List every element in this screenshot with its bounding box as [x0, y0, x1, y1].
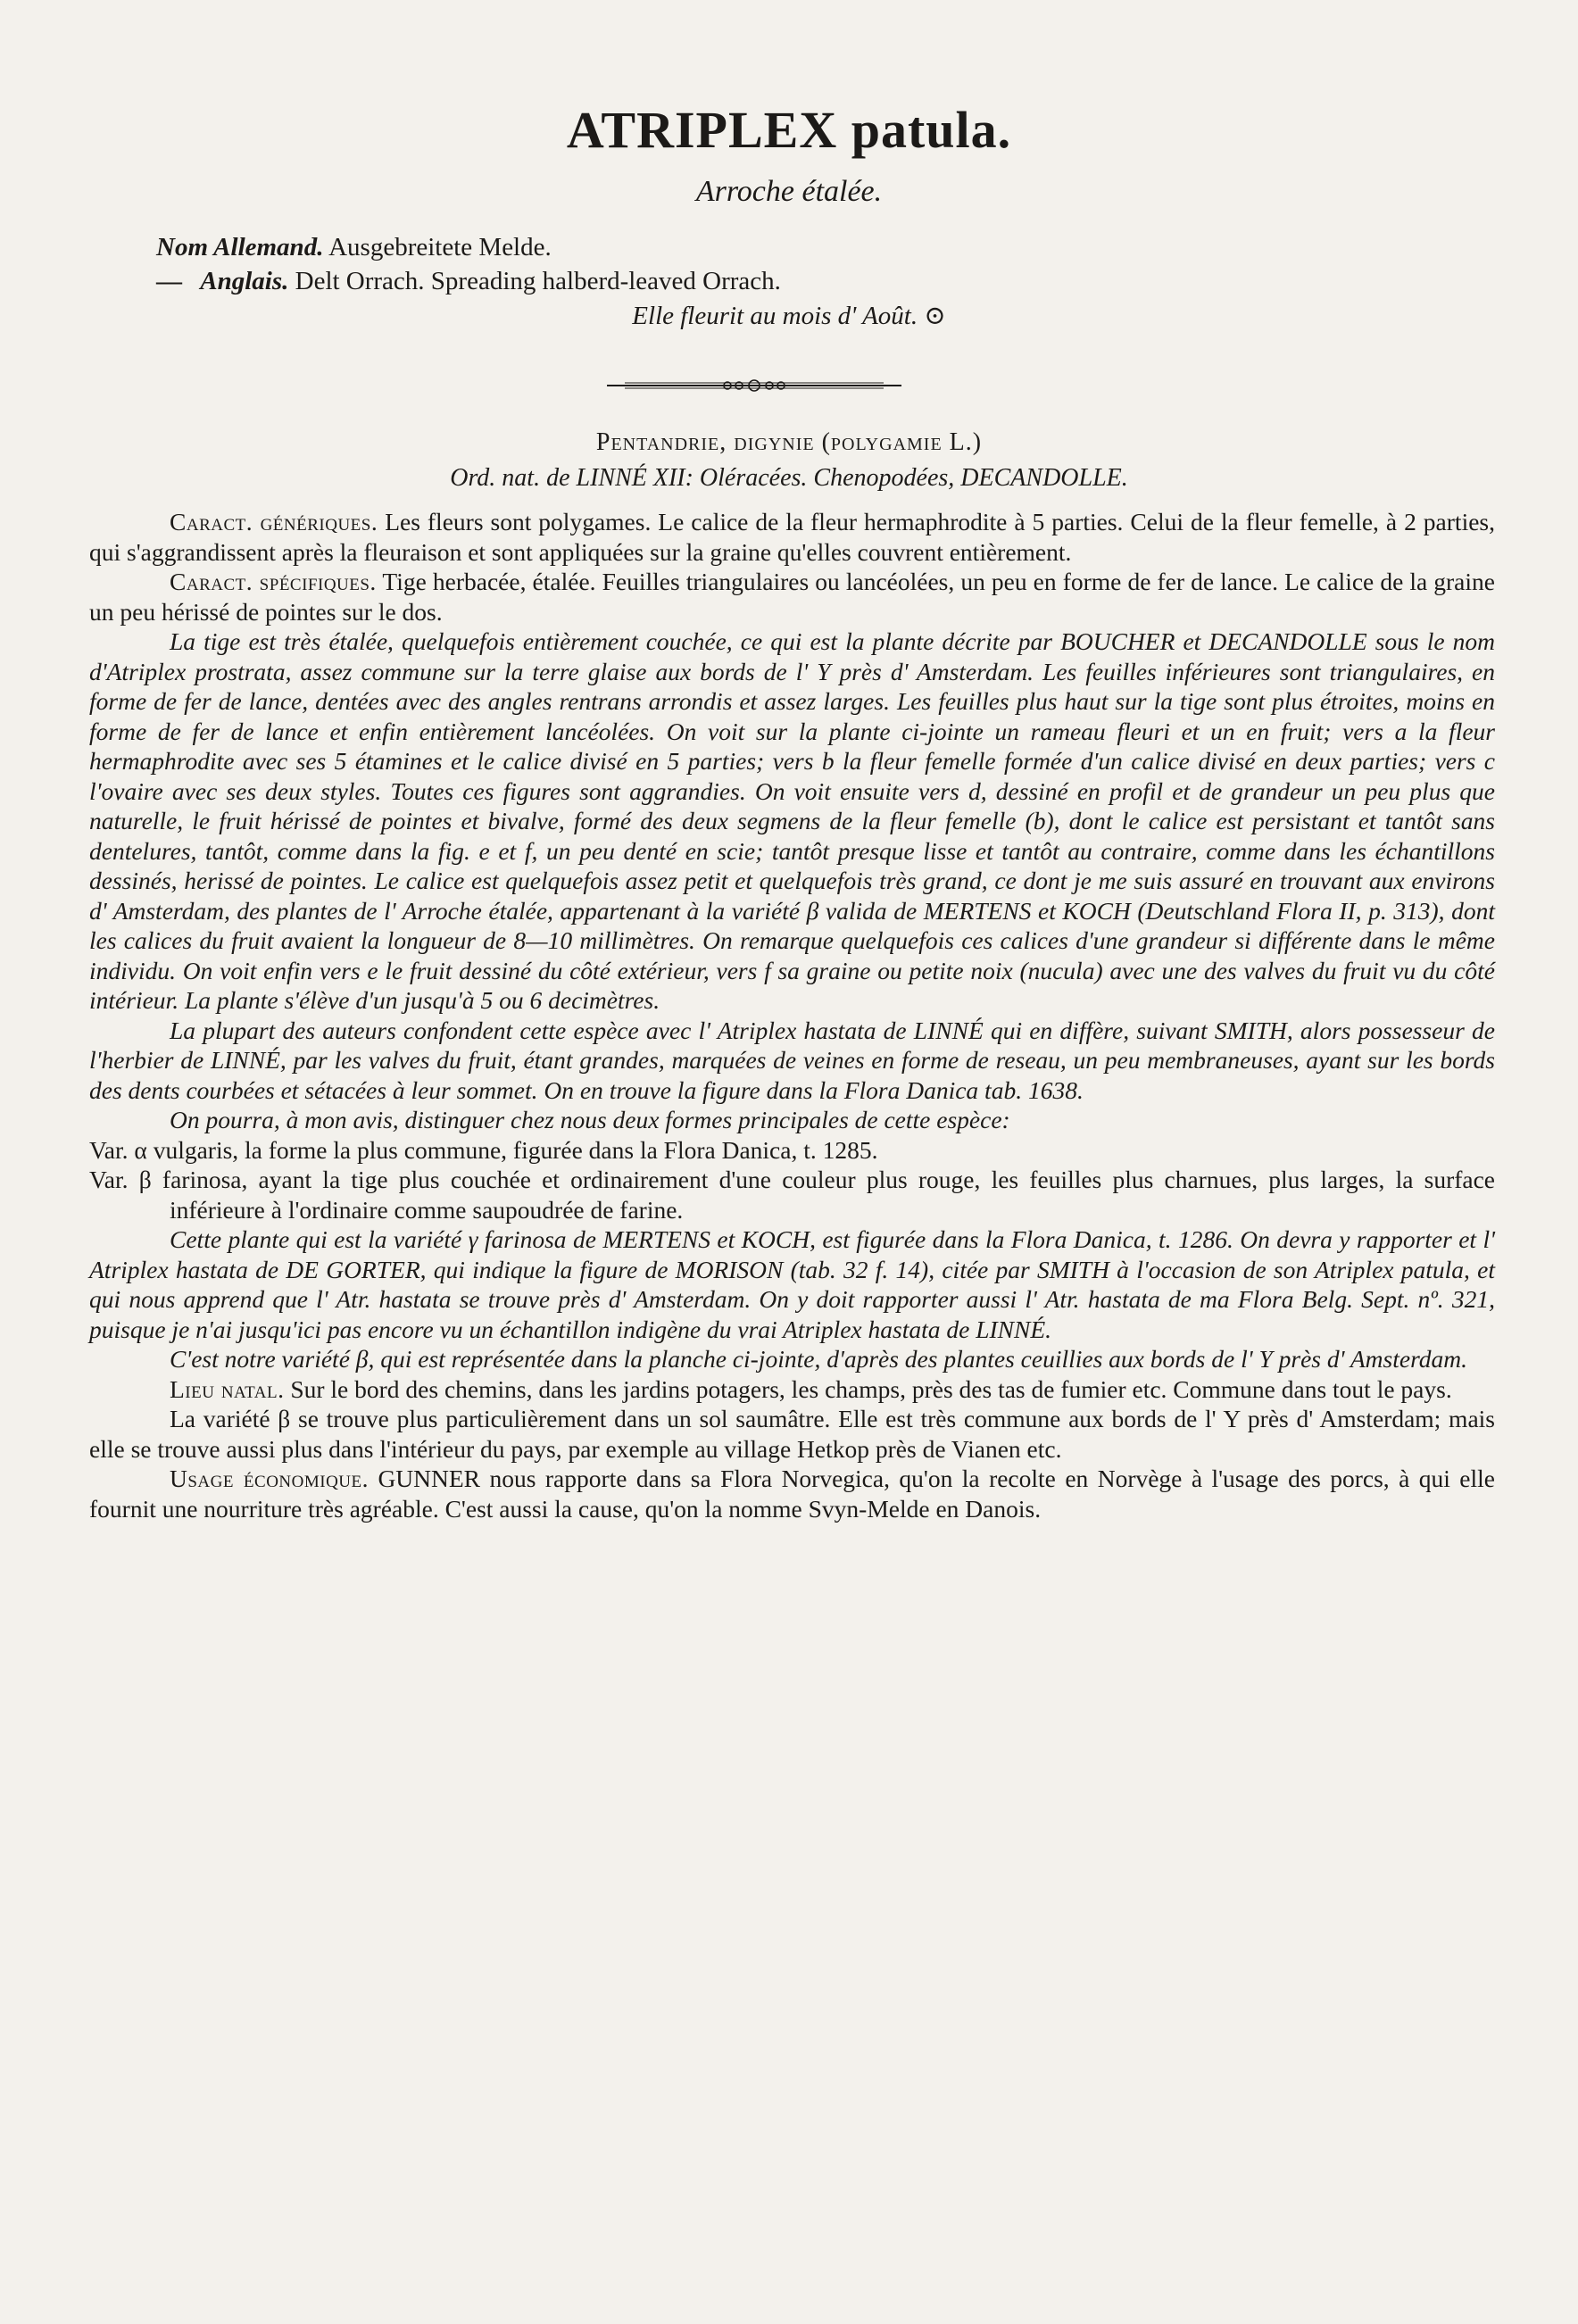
classification-order: Ord. nat. de LINNÉ XII: Oléracées. Chenopodées, DECANDOLLE.	[450, 464, 1128, 492]
variety-alpha-paragraph: Var. α vulgaris, la forme la plus commune, figurée dans la Flora Danica, t. 1285.	[89, 1135, 878, 1164]
habitat-paragraph	[89, 1374, 1495, 1405]
name-english-dash: —	[156, 267, 182, 295]
variety-gamma-paragraph: Cette plante qui est la variété γ farinosa de MERTENS et KOCH, est figurée dans la Flora Danica, t. 1286. On devra y rapporter et l' Atriplex hastata de DE GORTER, qui indique la figure de MORISON (tab. 32 f. 14), citée par SMITH à l'occasion de son Atriplex patula, et qui nous apprend que l' Atr. hastata se trouve près d' Amsterdam. On y doit rapporter aussi l' Atr. hastata de ma Flora Belg. Sept. nº. 321, puisque je n'ai jusqu'ici pas encore vu un échantillon indigène du vrai Atriplex hastata de LINNÉ.	[89, 1225, 1495, 1343]
name-german-value: Ausgebreitete Melde.	[328, 233, 552, 261]
page-subtitle: Arroche étalée.	[695, 175, 883, 208]
variety-beta-paragraph: Var. β farinosa, ayant la tige plus couchée et ordinairement d'une couleur plus rouge, les feuilles plus charnues, plus larges, la surface inférieure à l'ordinaire comme saupoudrée de farine.	[89, 1166, 1495, 1224]
usage-text: GUNNER nous rapporte dans sa Flora Norvegica, qu'on la recolte en Norvège à l'usage des porcs, à qui elle fournit une nourriture très agréable. C'est aussi la cause, qu'on la nomme Svyn-Melde en Danois.	[89, 1465, 1495, 1523]
annual-symbol-icon: ⊙	[924, 302, 946, 330]
plate-note-paragraph: C'est notre variété β, qui est représentée dans la planche ci-jointe, d'après des plantes ceuillies aux bords de l' Y près d' Amsterdam.	[170, 1345, 1468, 1373]
confusion-paragraph: La plupart des auteurs confondent cette espèce avec l' Atriplex hastata de LINNÉ qui en diffère, suivant SMITH, alors possesseur de l'herbier de LINNÉ, par les valves du fruit, étant grandes, marquées de veines en forme de reseau, un peu membraneuses, ayant sur les bords des dents courbées et sétacées à leur sommet. On en trouve la figure dans la Flora Danica tab. 1638.	[89, 1016, 1495, 1104]
flowering-line	[0, 300, 1578, 331]
habitat-lead: Lieu natal.	[170, 1374, 285, 1403]
ornament-divider	[607, 375, 901, 396]
name-english-label: Anglais.	[200, 267, 289, 295]
usage-lead: Usage économique.	[170, 1465, 369, 1492]
variety-habitat-paragraph: La variété β se trouve plus particulièrement dans un sol saumâtre. Elle est très commune aux bords de l' Y près d' Amsterdam; mais elle se trouve aussi plus dans l'intérieur du pays, par exemple au village Hetkop près de Vianen etc.	[89, 1405, 1495, 1463]
description-paragraph: La tige est très étalée, quelquefois entièrement couchée, ce qui est la plante décrite par BOUCHER et DECANDOLLE sous le nom d'Atriplex prostrata, assez commune sur la terre glaise aux bords de l' Y près d' Amsterdam. Les feuilles inférieures sont triangulaires, en forme de fer de lance, dentées avec des angles rentrans arrondis et assez larges. Les feuilles plus haut sur la tige sont plus étroites, moins en forme de fer de lance et enfin entièrement lancéolées. On voit sur la plante ci-jointe un rameau fleuri et un en fruit; vers a la fleur hermaphrodite avec ses 5 étamines et le calice divisé en 5 parties; vers b la fleur femelle formée d'un calice divisé en deux parties; vers c l'ovaire avec ses deux styles. Toutes ces figures sont aggrandies. On voit ensuite vers d, dessiné en profil et de grandeur un peu plus que naturelle, le fruit hérissé de pointes et bivalve, formé des deux segmens de la fleur femelle (b), dont le calice est persistant et tantôt sans dentelures, tantôt, comme dans la fig. e et f, un peu denté en scie; tantôt presque lisse et tantôt au contraire, comme dans les échantillons dessinés, herissé de pointes. Le calice est quelquefois assez petit et quelquefois très grand, ce dont je me suis assuré en trouvant aux environs d' Amsterdam, des plantes de l' Arroche étalée, appartenant à la variété β valida de MERTENS et KOCH (Deutschland Flora II, p. 313), dont les calices du fruit avaient la longueur de 8—10 millimètres. On remarque quelquefois ces calices d'une grandeur si différente dans le même individu. On voit enfin vers e le fruit dessiné du côté extérieur, vers f sa graine ou petite noix (nucula) avec une des valves du fruit vu du côté intérieur. La plante s'élève d'un jusqu'à 5 ou 6 decimètres.	[89, 627, 1495, 1014]
generic-characters-paragraph	[89, 507, 1495, 567]
flowering-text: Elle fleurit au mois d' Août.	[632, 302, 918, 330]
classification-class: Pentandrie, digynie (polygamie L.)	[595, 428, 983, 456]
vernacular-names	[156, 230, 1450, 298]
page-title: ATRIPLEX patula.	[566, 101, 1012, 159]
forms-intro-paragraph: On pourra, à mon avis, distinguer chez nous deux formes principales de cette espèce:	[170, 1106, 1010, 1133]
name-german-line	[156, 230, 1450, 264]
specific-characters-text: Tige herbacée, étalée. Feuilles triangulaires ou lancéolées, un peu en forme de fer de lance. Le calice de la graine un peu hérissé de pointes sur le dos.	[89, 568, 1495, 626]
body-text	[89, 507, 1495, 1523]
name-english-value: Delt Orrach. Spreading halberd-leaved Orrach.	[295, 267, 781, 295]
name-german-label: Nom Allemand.	[156, 233, 324, 261]
usage-paragraph	[89, 1464, 1495, 1523]
generic-characters-text: Les fleurs sont polygames. Le calice de la fleur hermaphrodite à 5 parties. Celui de la fleur femelle, à 2 parties, qui s'aggrandissent après la fleuraison et sont appliquées sur la graine qu'elles couvrent entièrement.	[89, 508, 1495, 566]
generic-characters-lead: Caract. génériques.	[170, 508, 378, 535]
specific-characters-paragraph	[89, 567, 1495, 627]
specific-characters-lead: Caract. spécifiques.	[170, 568, 377, 595]
name-english-line	[156, 264, 1450, 298]
habitat-text: Sur le bord des chemins, dans les jardins potagers, les champs, près des tas de fumier etc. Commune dans tout le pays.	[290, 1374, 1452, 1403]
